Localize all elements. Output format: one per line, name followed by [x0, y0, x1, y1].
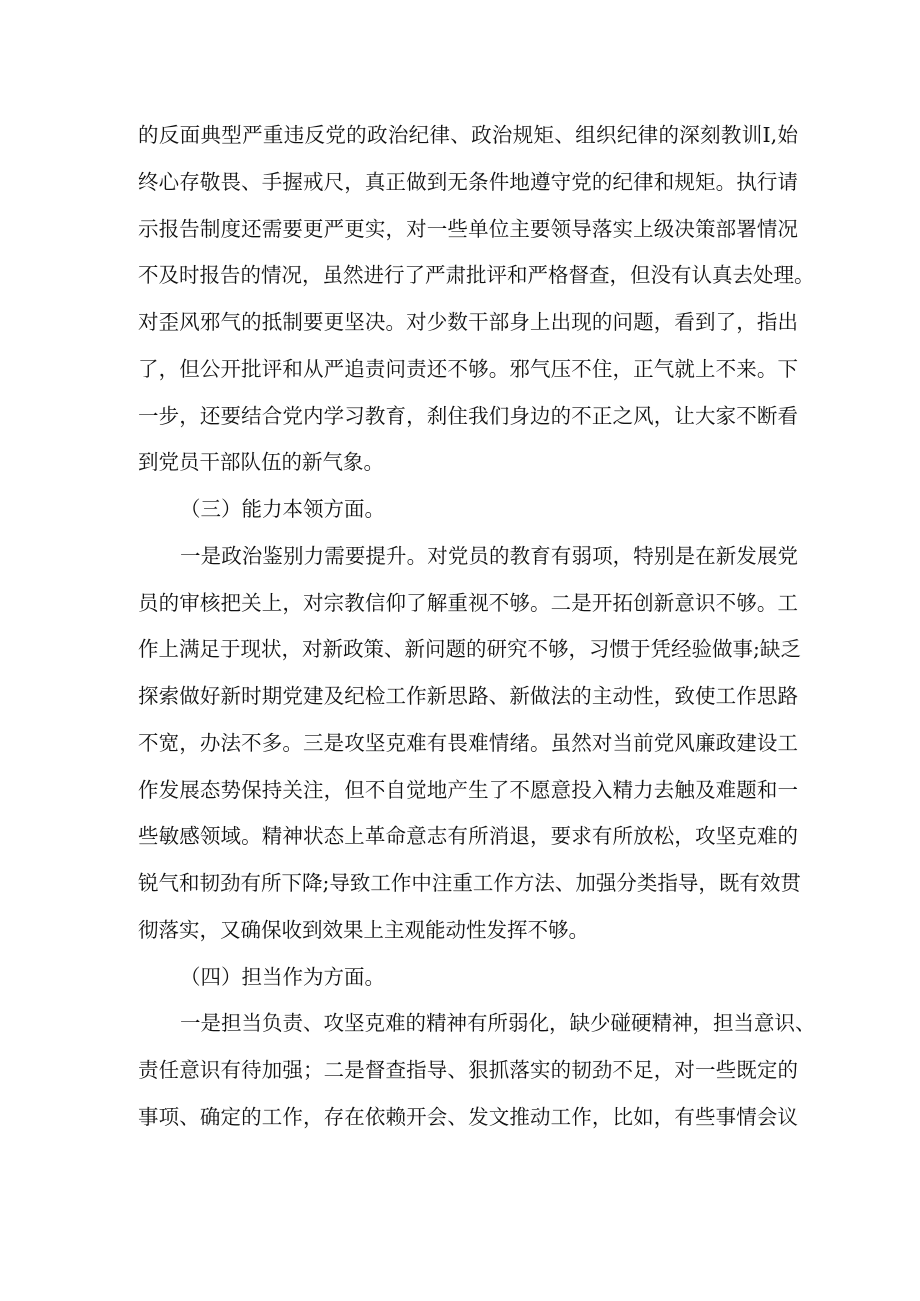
text-line: 不宽，办法不多。三是攻坚克难有畏难情绪。虽然对当前党风廉政建设工 [138, 730, 798, 755]
text-line: 一步，还要结合党内学习教育，刹住我们身边的不正之风，让大家不断看 [138, 403, 798, 428]
text-line: 事项、确定的工作，存在依赖开会、发文推动工作，比如，有些事情会议 [138, 1104, 798, 1129]
text-line: 对歪风邪气的抵制要更坚决。对少数干部身上出现的问题，看到了，指出 [138, 310, 798, 334]
text-line: 探索做好新时期党建及纪检工作新思路、新做法的主动性，致使工作思路 [138, 684, 798, 708]
text-line: 一是政治鉴别力需要提升。对党员的教育有弱项，特别是在新发展党 [180, 543, 798, 568]
text-line: 示报告制度还需要更严更实，对一些单位主要领导落实上级决策部署情况 [138, 216, 798, 241]
text-line: 锐气和韧劲有所下降;导致工作中注重工作方法、加强分类指导，既有效贯 [138, 871, 801, 895]
text-line: 彻落实，又确保收到效果上主观能动性发挥不够。 [138, 917, 589, 942]
text-line: 终心存敬畏、手握戒尺，真正做到无条件地遵守党的纪律和规矩。执行请 [138, 169, 798, 194]
text-line: （四）担当作为方面。 [180, 964, 385, 989]
text-line: 不及时报告的情况，虽然进行了严肃批评和严格督查，但没有认真去处理。 [138, 263, 815, 288]
text-line: 些敏感领域。精神状态上革命意志有所消退，要求有所放松，攻坚克难的 [138, 824, 798, 849]
text-line: 到党员干部队伍的新气象。 [138, 450, 384, 475]
section-heading [138, 954, 798, 1001]
text-line: 责任意识有待加强；二是督查指导、狠抓落实的韧劲不足，对一些既定的 [138, 1058, 798, 1082]
section-heading [138, 486, 798, 533]
body-paragraph [138, 112, 815, 486]
text-line: （三）能力本领方面。 [180, 497, 385, 521]
document-page [138, 112, 816, 1141]
text-line: 作发展态势保持关注，但不自觉地产生了不愿意投入精力去触及难题和一 [138, 777, 798, 802]
body-paragraph [138, 1000, 816, 1140]
text-line: 一是担当负责、攻坚克难的精神有所弱化，缺少碰硬精神，担当意识、 [180, 1011, 816, 1036]
body-paragraph [138, 533, 801, 954]
text-line: 作上满足于现状，对新政策、新问题的研究不够，习惯于凭经验做事;缺乏 [138, 637, 801, 662]
text-line: 的反面典型严重违反党的政治纪律、政治规矩、组织纪律的深刻教训I,始 [138, 123, 798, 147]
text-line: 员的审核把关上，对宗教信仰了解重视不够。二是开拓创新意识不够。工 [138, 590, 798, 615]
text-line: 了，但公开批评和从严追责问责还不够。邪气压不住，正气就上不来。下 [138, 356, 798, 381]
